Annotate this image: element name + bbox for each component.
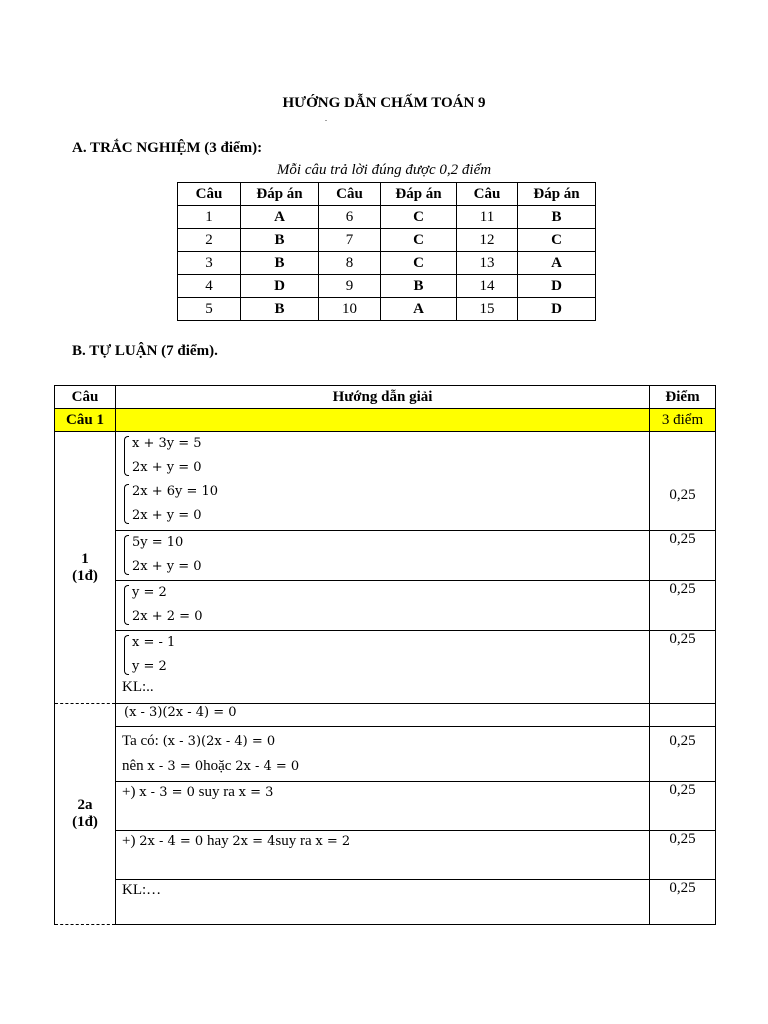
- q2a-step-row: [55, 704, 716, 727]
- mc-header-row: [178, 183, 596, 206]
- equation: 5y = 10: [132, 535, 184, 550]
- text: suy ra: [275, 833, 312, 849]
- solution-table: [54, 385, 716, 925]
- text: Ta có:: [122, 733, 159, 749]
- equation: 2x = 4: [232, 834, 276, 849]
- text: hay: [206, 833, 229, 849]
- mc-question: 4: [178, 275, 241, 298]
- text: +): [122, 784, 136, 800]
- question-1-banner-empty: [116, 409, 650, 432]
- score-cell: 0,25: [650, 432, 716, 531]
- solution-header-row: [55, 386, 716, 409]
- mc-header-cell: Câu: [178, 183, 241, 206]
- q2a-step-row: [55, 727, 716, 782]
- mc-question: 6: [319, 206, 381, 229]
- equation-system: [122, 432, 649, 480]
- q2a-points: (1đ): [72, 814, 98, 830]
- header-score: Điểm: [650, 386, 716, 409]
- score-cell-empty: [650, 704, 716, 727]
- multiple-choice-table: [177, 182, 596, 321]
- score-cell: 0,25: [650, 880, 716, 925]
- mc-answer: D: [241, 275, 319, 298]
- mc-question: 3: [178, 252, 241, 275]
- score-cell: 0,25: [650, 831, 716, 880]
- text: nên: [122, 758, 144, 774]
- mc-question: 5: [178, 298, 241, 321]
- q2a-equation: [116, 704, 650, 727]
- q2a-step-row: [55, 880, 716, 925]
- equation: 2x - 4 = 0: [235, 759, 300, 774]
- equation: y = 2: [132, 585, 167, 600]
- stray-dot: .: [325, 114, 327, 123]
- question-1-banner: [55, 409, 716, 432]
- equation: 2x + y = 0: [132, 508, 202, 523]
- q2a-number: 2a: [77, 797, 93, 813]
- mc-header-cell: Đáp án: [381, 183, 457, 206]
- equation: 2x + y = 0: [132, 559, 202, 574]
- equation: x = 3: [238, 785, 274, 800]
- q2a-step-1: [116, 727, 650, 782]
- mc-answer: B: [241, 298, 319, 321]
- q2a-step-2: [116, 782, 650, 831]
- mc-answer: D: [518, 298, 596, 321]
- conclusion: KL:…: [122, 882, 162, 898]
- section-a-note: Mỗi câu trả lời đúng được 0,2 điểm: [276, 162, 492, 178]
- mc-answer: D: [518, 275, 596, 298]
- mc-header-cell: Câu: [457, 183, 518, 206]
- mc-row: [178, 229, 596, 252]
- section-a-heading: A. TRẮC NGHIỆM (3 điểm):: [72, 140, 263, 156]
- q1-step-row: [55, 581, 716, 631]
- q2a-step-4: [116, 880, 650, 925]
- mc-question: 7: [319, 229, 381, 252]
- equation: (x - 3)(2x - 4) = 0: [124, 705, 237, 720]
- score-cell: 0,25: [650, 782, 716, 831]
- score-cell: 0,25: [650, 727, 716, 782]
- text: hoặc: [203, 758, 232, 774]
- q1-step-2: [116, 531, 650, 581]
- equation: (x - 3)(2x - 4) = 0: [162, 734, 276, 749]
- header-question: Câu: [55, 386, 116, 409]
- equation-system: [122, 581, 649, 629]
- mc-question: 14: [457, 275, 518, 298]
- equation: 2x + y = 0: [132, 460, 202, 475]
- mc-row: [178, 298, 596, 321]
- mc-question: 2: [178, 229, 241, 252]
- q2a-step-row: [55, 782, 716, 831]
- header-guide: Hướng dẫn giải: [116, 386, 650, 409]
- q1-label-cell: [55, 432, 116, 704]
- question-1-total: 3 điểm: [650, 409, 716, 432]
- score-cell: 0,25: [650, 581, 716, 631]
- equation-system: [122, 480, 649, 528]
- mc-answer: C: [381, 229, 457, 252]
- mc-question: 1: [178, 206, 241, 229]
- equation: 2x - 4 = 0: [139, 834, 204, 849]
- q1-step-row: [55, 531, 716, 581]
- equation: x = - 1: [132, 635, 176, 650]
- mc-answer: C: [381, 206, 457, 229]
- equation: x = 2: [315, 834, 351, 849]
- mc-question: 15: [457, 298, 518, 321]
- mc-answer: B: [241, 229, 319, 252]
- question-1-label: Câu 1: [55, 409, 116, 432]
- mc-answer: A: [241, 206, 319, 229]
- mc-question: 12: [457, 229, 518, 252]
- mc-answer: A: [518, 252, 596, 275]
- mc-question: 8: [319, 252, 381, 275]
- q1-step-3: [116, 581, 650, 631]
- section-b-heading: B. TỰ LUẬN (7 điểm).: [72, 343, 218, 359]
- step-line: [122, 754, 643, 779]
- equation-system: [122, 631, 649, 679]
- mc-header-cell: Đáp án: [241, 183, 319, 206]
- mc-answer: A: [381, 298, 457, 321]
- q2a-step-3: [116, 831, 650, 880]
- equation: 2x + 2 = 0: [132, 609, 203, 624]
- mc-question: 9: [319, 275, 381, 298]
- mc-answer: C: [518, 229, 596, 252]
- mc-row: [178, 252, 596, 275]
- text: suy ra: [198, 784, 235, 800]
- conclusion: KL:..: [122, 679, 154, 695]
- mc-question: 11: [457, 206, 518, 229]
- mc-answer: B: [381, 275, 457, 298]
- text: +): [122, 833, 136, 849]
- equation: x - 3 = 0: [147, 759, 204, 774]
- score-cell: 0,25: [650, 531, 716, 581]
- equation: y = 2: [132, 659, 167, 674]
- mc-question: 13: [457, 252, 518, 275]
- q1-step-row: [55, 432, 716, 531]
- page-title: HƯỚNG DẪN CHẤM TOÁN 9: [282, 95, 486, 111]
- mc-header-cell: Đáp án: [518, 183, 596, 206]
- q1-step-1: [116, 432, 650, 531]
- step-line: [122, 729, 643, 754]
- equation: 2x + 6y = 10: [132, 484, 219, 499]
- mc-header-cell: Câu: [319, 183, 381, 206]
- q1-number: 1: [81, 550, 89, 567]
- equation: x + 3y = 5: [132, 436, 202, 451]
- equation-system: [122, 531, 649, 579]
- mc-answer: B: [241, 252, 319, 275]
- mc-row: [178, 275, 596, 298]
- score-cell: 0,25: [650, 631, 716, 704]
- mc-answer: B: [518, 206, 596, 229]
- q1-step-row: [55, 631, 716, 704]
- equation: x - 3 = 0: [139, 785, 195, 800]
- mc-question: 10: [319, 298, 381, 321]
- mc-answer: C: [381, 252, 457, 275]
- q2a-step-row: [55, 831, 716, 880]
- q2a-label-cell: [55, 704, 116, 925]
- q1-points: (1đ): [72, 567, 98, 584]
- mc-row: [178, 206, 596, 229]
- q1-step-4: [116, 631, 650, 704]
